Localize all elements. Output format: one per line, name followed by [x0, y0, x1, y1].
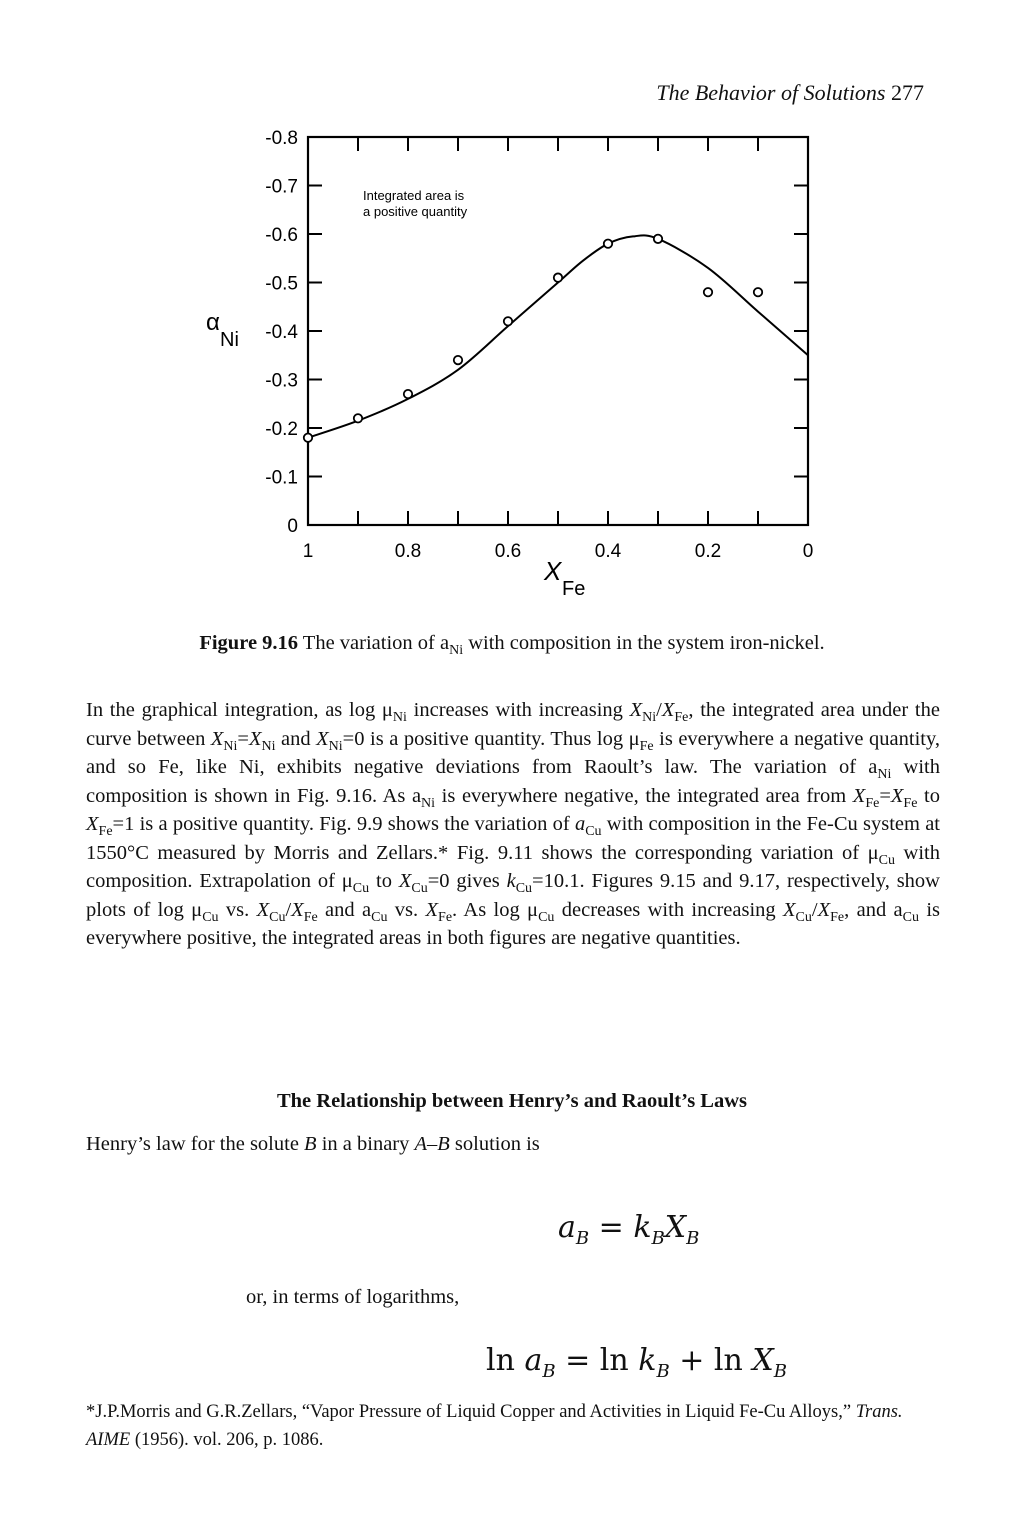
p-s5: = — [237, 727, 249, 750]
p-s25-x: X — [817, 898, 831, 921]
p-s19-sub: Cu — [269, 909, 286, 925]
p-s25-sub: Fe — [830, 909, 845, 925]
data-point — [354, 414, 362, 422]
annotation-line-2: a positive quantity — [363, 204, 468, 219]
data-point — [404, 390, 412, 398]
p-s23-sub: Cu — [538, 909, 555, 925]
or-logarithms-text: or, in terms of logarithms, — [246, 1286, 460, 1308]
p-s3-sub: Fe — [674, 710, 689, 725]
caption-text-b: with composition in the system iron-nickel. — [463, 632, 825, 654]
running-head — [560, 80, 924, 106]
section-heading: The Relationship between Henry’s and Raoult’s Laws — [276, 1090, 748, 1112]
y-tick-label: -0.6 — [265, 225, 298, 246]
p-s6-sub: Ni — [328, 738, 343, 754]
henry-t1: Henry’s law for the solute — [86, 1133, 305, 1155]
eq2-a-sub: B — [542, 1361, 556, 1382]
paragraph-text — [86, 696, 940, 953]
henry-b: B — [304, 1133, 317, 1155]
data-point — [704, 288, 712, 296]
p-s8: is everywhere a negative quantity, and so Fe, like Ni, exhibits negative deviations from Raoult’s law. The variation of a — [86, 727, 940, 778]
p-s14-sub: Cu — [878, 852, 895, 868]
x-axis-label — [543, 556, 585, 600]
p-s3: / — [656, 699, 662, 721]
p-s22-x: X — [425, 898, 439, 921]
henry-law-intro — [86, 1133, 540, 1156]
eq2-x: X — [752, 1343, 774, 1378]
p-s26-sub: Cu — [902, 909, 919, 925]
henry-t2: in a binary — [316, 1133, 415, 1155]
p-s16: to — [369, 870, 399, 892]
eq1-x: X — [664, 1210, 687, 1245]
p-s24-x: X — [783, 898, 796, 921]
p-s15-sub: Cu — [352, 881, 370, 896]
y-tick-label: -0.2 — [265, 419, 298, 440]
p-s17-k: k — [506, 870, 516, 892]
footnote-t2: (1956). vol. 206, p. 1086. — [130, 1430, 324, 1450]
x-tick-label: 0 — [802, 541, 814, 562]
p-s4-x: X — [210, 727, 224, 750]
p-s24: decreases with increasing — [554, 898, 784, 921]
y-axis-label-main: α — [206, 309, 220, 336]
y-axis-label — [206, 309, 239, 351]
equation-henry-log — [486, 1343, 787, 1382]
p-s26: , and a — [844, 898, 903, 921]
p-s5-sub: Ni — [261, 738, 276, 754]
footnote-t1: *J.P.Morris and G.R.Zellars, “Vapor Pressure of Liquid Copper and Activities in Liquid Fe-Cu Alloys,” — [86, 1402, 856, 1422]
eq1-k: k — [633, 1210, 652, 1245]
data-points — [304, 235, 762, 442]
p-s19: vs. — [218, 898, 257, 921]
p-s18-sub: Cu — [202, 909, 219, 925]
data-point — [604, 240, 612, 248]
figure-9-16-chart — [190, 120, 840, 610]
running-head-title: The Behavior of Solutions — [656, 80, 886, 105]
p-s10-x: X — [852, 784, 866, 807]
footnote-journal: Trans. AIME — [86, 1402, 903, 1450]
p-s4-sub: Ni — [223, 738, 238, 754]
p-s12: to — [917, 784, 940, 807]
p-s14: with composition in the Fe-Cu system at 1550°C measured by Morris and Zellars.* Fig. 9.11 shows the corresponding variation of μ — [86, 813, 940, 864]
p-s8-sub: Ni — [877, 767, 892, 782]
p-s17: =0 gives — [427, 870, 507, 892]
p-s27: is everywhere positive, the integrated areas in both figures are negative quantities. — [86, 898, 941, 949]
p-s16-x: X — [398, 870, 412, 892]
x-axis-label-main: X — [544, 556, 562, 586]
p-s11-x: X — [890, 784, 904, 807]
p-s10-sub: Fe — [865, 795, 880, 811]
caption-sub: Ni — [449, 643, 464, 658]
eq1-k-sub: B — [651, 1228, 665, 1249]
eq2-ln3: ln — [713, 1343, 753, 1378]
p-s3-x: X — [661, 699, 675, 721]
p-s23: . As log μ — [452, 898, 539, 921]
body-paragraph — [86, 696, 940, 953]
x-tick-label: 0.4 — [594, 541, 622, 562]
eq2-plus: + — [669, 1343, 714, 1378]
p-s1-sub: Ni — [392, 710, 407, 725]
p-s6-x: X — [316, 727, 329, 750]
data-point — [554, 273, 562, 281]
data-point — [304, 434, 312, 442]
p-s13: =1 is a positive quantity. Fig. 9.9 shows the variation of — [112, 813, 575, 835]
p-s20-x: X — [291, 898, 304, 921]
p-s20: / — [285, 898, 292, 921]
x-tick-label: 1 — [302, 541, 314, 562]
data-point — [504, 317, 512, 325]
p-s2-sub: Ni — [642, 710, 657, 725]
p-s10: is everywhere negative, the integrated area from — [435, 784, 853, 807]
y-tick-label: -0.4 — [265, 322, 298, 343]
page-number: 277 — [891, 80, 924, 105]
p-s17-sub: Cu — [515, 881, 533, 896]
y-tick-label: -0.1 — [265, 467, 298, 489]
p-s21: and a — [317, 898, 372, 921]
p-s22-sub: Fe — [438, 909, 453, 925]
y-axis-label-sub: Ni — [220, 329, 239, 351]
eq2-ln1: ln — [486, 1343, 525, 1378]
eq2-a: a — [524, 1343, 543, 1378]
p-s7: =0 is a positive quantity. Thus log μ — [342, 727, 640, 750]
figure-label: Figure 9.16 — [199, 632, 299, 654]
x-axis-label-sub: Fe — [562, 578, 586, 600]
eq2-x-sub: B — [773, 1361, 787, 1382]
annotation-line-1: Integrated area is — [363, 188, 465, 203]
henry-t3: solution is — [449, 1133, 540, 1155]
p-s9: with composition is shown in Fig. 9.16. As a — [86, 756, 941, 807]
p-s13-a: a — [574, 813, 586, 835]
y-tick-label: -0.5 — [265, 273, 298, 295]
p-s25: / — [811, 898, 818, 921]
p-s20-sub: Fe — [303, 909, 318, 925]
y-tick-label: -0.7 — [265, 176, 298, 198]
p-s19-x: X — [256, 898, 270, 921]
eq2-equals: = — [555, 1343, 600, 1378]
fit-curve — [308, 235, 808, 437]
footnote — [86, 1398, 926, 1454]
p-s18: =10.1. Figures 9.15 and 9.17, respectively, show plots of log μ — [86, 870, 940, 921]
p-s2: increases with increasing — [406, 699, 630, 721]
p-s16-sub: Cu — [411, 881, 428, 896]
p-s12-x: X — [86, 813, 99, 835]
eq1-a-sub: B — [575, 1228, 590, 1249]
data-point — [754, 288, 762, 296]
henry-ab: A–B — [414, 1133, 450, 1155]
y-tick-label: -0.8 — [265, 128, 298, 149]
p-s7-sub: Fe — [639, 738, 654, 754]
eq1-equals: = — [589, 1210, 634, 1245]
p-s6: and — [275, 727, 317, 750]
p-s13-sub: Cu — [585, 824, 602, 839]
p-s21-sub: Cu — [371, 909, 388, 925]
p-s1: In the graphical integration, as log μ — [86, 699, 393, 721]
eq2-k-sub: B — [656, 1361, 670, 1382]
eq1-x-sub: B — [686, 1228, 700, 1249]
y-tick-label: -0.3 — [265, 370, 298, 392]
p-s22: vs. — [387, 898, 426, 921]
p-s12-sub: Fe — [98, 824, 113, 839]
p-s11-sub: Fe — [903, 795, 918, 811]
x-tick-label: 0.8 — [394, 541, 422, 562]
p-s9-sub: Ni — [421, 795, 436, 811]
p-s24-sub: Cu — [795, 909, 812, 925]
p-s2-x: X — [629, 699, 643, 721]
eq2-k: k — [638, 1343, 657, 1378]
eq2-ln2: ln — [599, 1343, 639, 1378]
y-tick-labels — [265, 128, 298, 537]
data-point — [454, 356, 462, 364]
caption-text-a: The variation of a — [298, 632, 450, 654]
x-tick-label: 0.2 — [694, 541, 722, 562]
p-s5-x: X — [248, 727, 262, 750]
equation-henry-law — [558, 1210, 700, 1249]
p-s15: with composition. Extrapolation of μ — [86, 841, 940, 892]
data-point — [654, 235, 662, 243]
p-s4: , the integrated area under the curve between — [86, 699, 940, 750]
y-tick-label: 0 — [287, 516, 298, 537]
eq1-a: a — [558, 1210, 576, 1245]
x-tick-label: 0.6 — [494, 541, 522, 562]
p-s11: = — [879, 784, 891, 807]
figure-caption — [0, 632, 1024, 658]
